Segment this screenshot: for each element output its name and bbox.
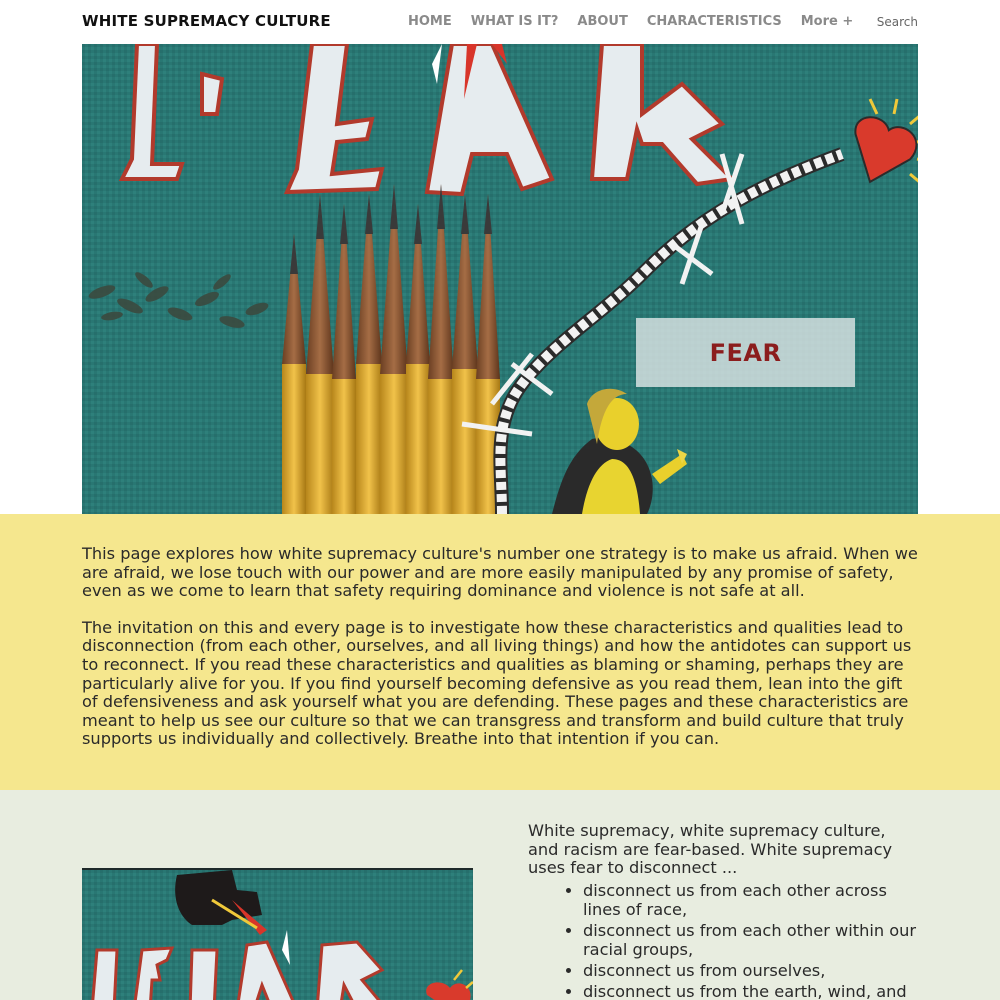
nav-more[interactable]: More +	[800, 14, 854, 29]
thumbnail-collage-art	[82, 870, 473, 1000]
disconnect-list	[528, 881, 918, 1000]
fear-artwork-thumbnail	[82, 868, 473, 1000]
hero-caption-text: FEAR	[709, 338, 782, 367]
nav-characteristics[interactable]: CHARACTERISTICS	[646, 14, 782, 29]
nav-what-is-it[interactable]: WHAT IS IT?	[470, 14, 559, 29]
collage-artwork	[82, 44, 918, 514]
site-header	[0, 0, 1000, 44]
list-item: • disconnect us from ourselves,	[583, 961, 918, 980]
nav-home[interactable]: HOME	[408, 14, 452, 29]
main-nav	[408, 14, 853, 29]
fear-content-section	[0, 790, 1000, 1000]
list-item: • disconnect us from each other across lines of race,	[583, 881, 918, 919]
hero-image	[82, 44, 918, 514]
fear-description	[528, 822, 918, 1000]
intro-text	[82, 545, 922, 767]
intro-paragraph-2: The invitation on this and every page is to investigate how these characteristics and qualities lead to disconnection (from each other, ourselves, and all living things) and how the antidotes can support us to reconnect. If you read these characteristics and qualities as blaming or shaming, perhaps they are particularly alive for you. If you find yourself becoming defensive as you read them, lean into the gift of defensiveness and ask yourself what you are defending. These pages and these characteristics are meant to help us see our culture so that we can transgress and transform and build culture that truly supports us individually and collectively. Breathe into that intention if you can.	[82, 617, 912, 749]
search-link[interactable]: Search	[876, 15, 918, 29]
fear-intro-text: White supremacy, white supremacy culture, and racism are fear-based. White supremacy uses fear to disconnect ...	[528, 821, 893, 878]
list-item: • disconnect us from each other within our racial groups,	[583, 921, 918, 959]
site-title[interactable]: WHITE SUPREMACY CULTURE	[82, 12, 331, 30]
list-item: • disconnect us from the earth, wind, and	[583, 982, 918, 1000]
hero-caption-box	[636, 318, 855, 387]
intro-section	[0, 514, 1000, 790]
intro-paragraph-1: This page explores how white supremacy culture's number one strategy is to make us afraid. When we are afraid, we lose touch with our power and are more easily manipulated by any promise of safety, even as we come to learn that safety requiring dominance and violence is not safe at all.	[82, 544, 918, 601]
nav-about[interactable]: ABOUT	[577, 14, 628, 29]
